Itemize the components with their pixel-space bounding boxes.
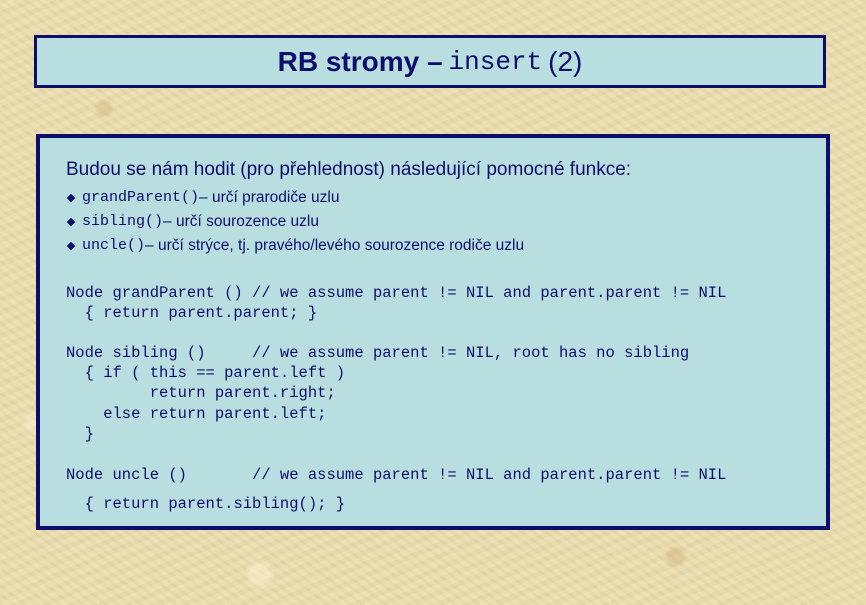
bullet-icon — [67, 242, 75, 250]
code-uncle-body: { return parent.sibling(); } — [66, 495, 346, 513]
code-sibling: Node sibling () // we assume parent != NIL, root has no sibling { if ( this == parent.left ) return parent.right; else return parent.left; } — [66, 344, 690, 443]
bullet-icon — [67, 194, 75, 202]
function-desc: – určí sourozence uzlu — [163, 213, 319, 230]
function-name: grandParent() — [82, 189, 200, 206]
list-item — [66, 234, 524, 258]
intro-text: Budou se nám hodit (pro přehlednost) následující pomocné funkce: — [66, 159, 632, 180]
title-text: RB stromy – — [277, 45, 443, 77]
bullet-icon — [67, 218, 75, 226]
content-panel — [36, 134, 830, 530]
function-desc: – určí strýce, tj. pravého/levého sourozence rodiče uzlu — [145, 237, 525, 254]
title-suffix: (2) — [548, 45, 583, 77]
function-name: uncle() — [82, 237, 146, 254]
code-uncle-declaration: Node uncle () // we assume parent != NIL and parent.parent != NIL — [66, 466, 727, 484]
function-list — [66, 186, 524, 258]
list-item — [66, 186, 524, 210]
code-grandparent: Node grandParent () // we assume parent != NIL and parent.parent != NIL { return parent.parent; } — [66, 284, 727, 323]
title-code: insert — [448, 46, 543, 77]
function-name: sibling() — [82, 213, 164, 230]
list-item — [66, 210, 524, 234]
function-desc: – určí prarodiče uzlu — [199, 189, 340, 206]
slide-title — [34, 35, 826, 88]
